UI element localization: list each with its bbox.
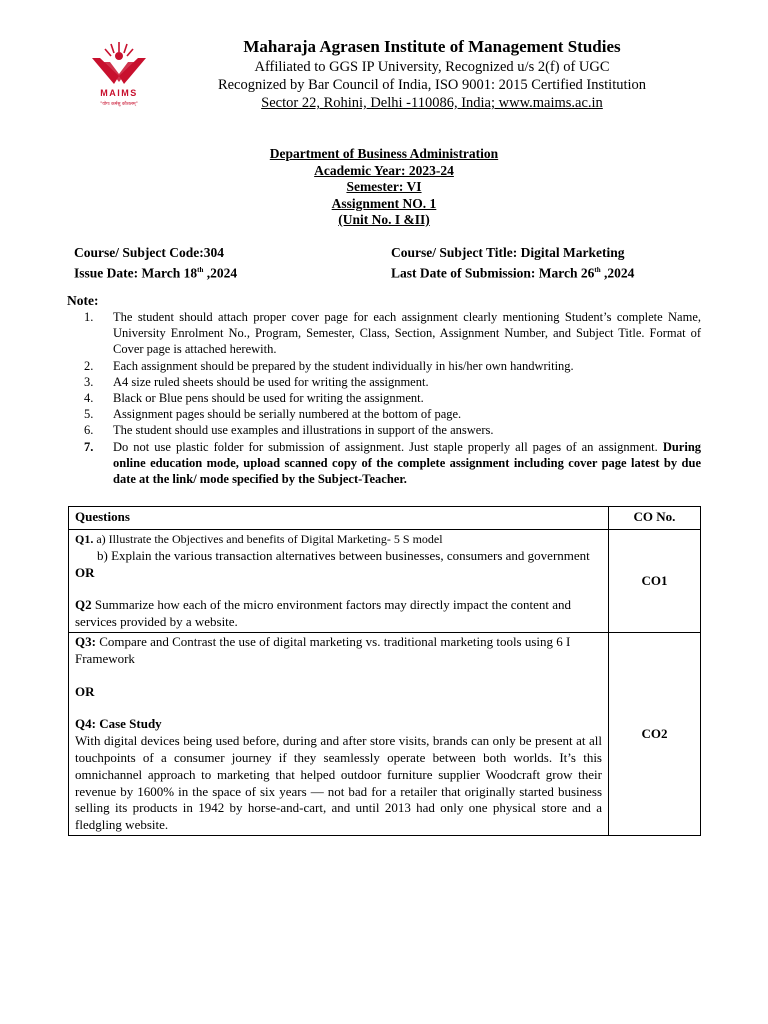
table-row	[69, 632, 701, 835]
co-cell: CO2	[609, 632, 701, 835]
note-item: 7. Do not use plastic folder for submission of assignment. Just staple properly all pages of an assignment. During online education mode, upload scanned copy of the complete assignment including cover page latest by due date at the link/ mode specified by the Subject-Teacher.	[84, 439, 702, 487]
note-item: 5. Assignment pages should be serially numbered at the bottom of page.	[84, 407, 462, 422]
notes-title: Note:	[67, 293, 99, 308]
note-item: 2. Each assignment should be prepared by the student individually in his/her own handwriting.	[84, 358, 574, 373]
unit-numbers: (Unit No. I &II)	[338, 212, 430, 227]
institute-affiliation: Affiliated to GGS IP University, Recognized u/s 2(f) of UGC	[254, 59, 610, 75]
submission-date: Last Date of Submission: March 26th ,2024	[391, 265, 635, 280]
institute-header	[176, 36, 688, 112]
semester: Semester: VI	[346, 179, 422, 194]
questions-cell: Q3: Compare and Contrast the use of digital marketing vs. traditional marketing tools using 6 I Framework OR Q4: Case Study With digital devices being used before, during and after store visits, brands can only be present at all touchpoints of a consumer journey if they seamlessly operate between both worlds. It’s this omnichannel approach to marketing that helped outdoor furniture supplier Woodcraft grow their revenue by 1600% in the space of six years — not bad for a retailer that originally started business selling its products in 1942 by horse-and-cart, and until 2013 had only one physical store and a fledgling website.	[69, 632, 609, 835]
note-item: 3. A4 size ruled sheets should be used for writing the assignment.	[84, 374, 429, 389]
institute-recognition: Recognized by Bar Council of India, ISO 9001: 2015 Certified Institution	[217, 77, 647, 93]
table-row	[69, 530, 701, 633]
note-item: 6. The student should use examples and illustrations in support of the answers.	[84, 423, 494, 438]
institute-logo	[84, 38, 154, 108]
institute-address: Sector 22, Rohini, Delhi -110086, India; www.maims.ac.in	[261, 95, 603, 111]
questions-header: Questions	[69, 507, 609, 530]
co-cell: CO1	[609, 530, 701, 633]
questions-cell: Q1. a) Illustrate the Objectives and benefits of Digital Marketing- 5 S model b) Explain the various transaction alternatives between businesses, consumers and government OR Q2 Summarize how each of the micro environment factors may directly impact the content and services provided by a website.	[69, 530, 609, 633]
table-header-row	[69, 507, 701, 530]
course-title: Course/ Subject Title: Digital Marketing	[391, 245, 625, 260]
logo-text: MAIMS	[100, 88, 138, 98]
notes-list	[84, 309, 701, 487]
issue-date: Issue Date: March 18th ,2024	[74, 265, 238, 280]
department-name: Department of Business Administration	[269, 146, 499, 161]
academic-year: Academic Year: 2023-24	[314, 162, 454, 178]
course-code: Course/ Subject Code:304	[74, 245, 224, 260]
co-header: CO No.	[609, 507, 701, 530]
note-item: 4. Black or Blue pens should be used for writing the assignment.	[84, 391, 424, 406]
assignment-number: Assignment NO. 1	[331, 195, 437, 211]
course-meta-left	[74, 245, 237, 282]
institute-name: Maharaja Agrasen Institute of Management Studies	[243, 37, 621, 56]
note-item: 1. The student should attach proper cover page for each assignment clearly mentioning Student’s complete Name, University Enrolment No., Program, Semester, Class, Section, Assignment Number, and Subject Title. Format of Cover page is attached herewith.	[84, 310, 701, 357]
course-meta-right	[391, 245, 634, 282]
questions-table	[68, 506, 701, 836]
department-block	[0, 146, 768, 229]
logo-motto: "योगः कर्मसु कौशलम्"	[100, 102, 138, 107]
